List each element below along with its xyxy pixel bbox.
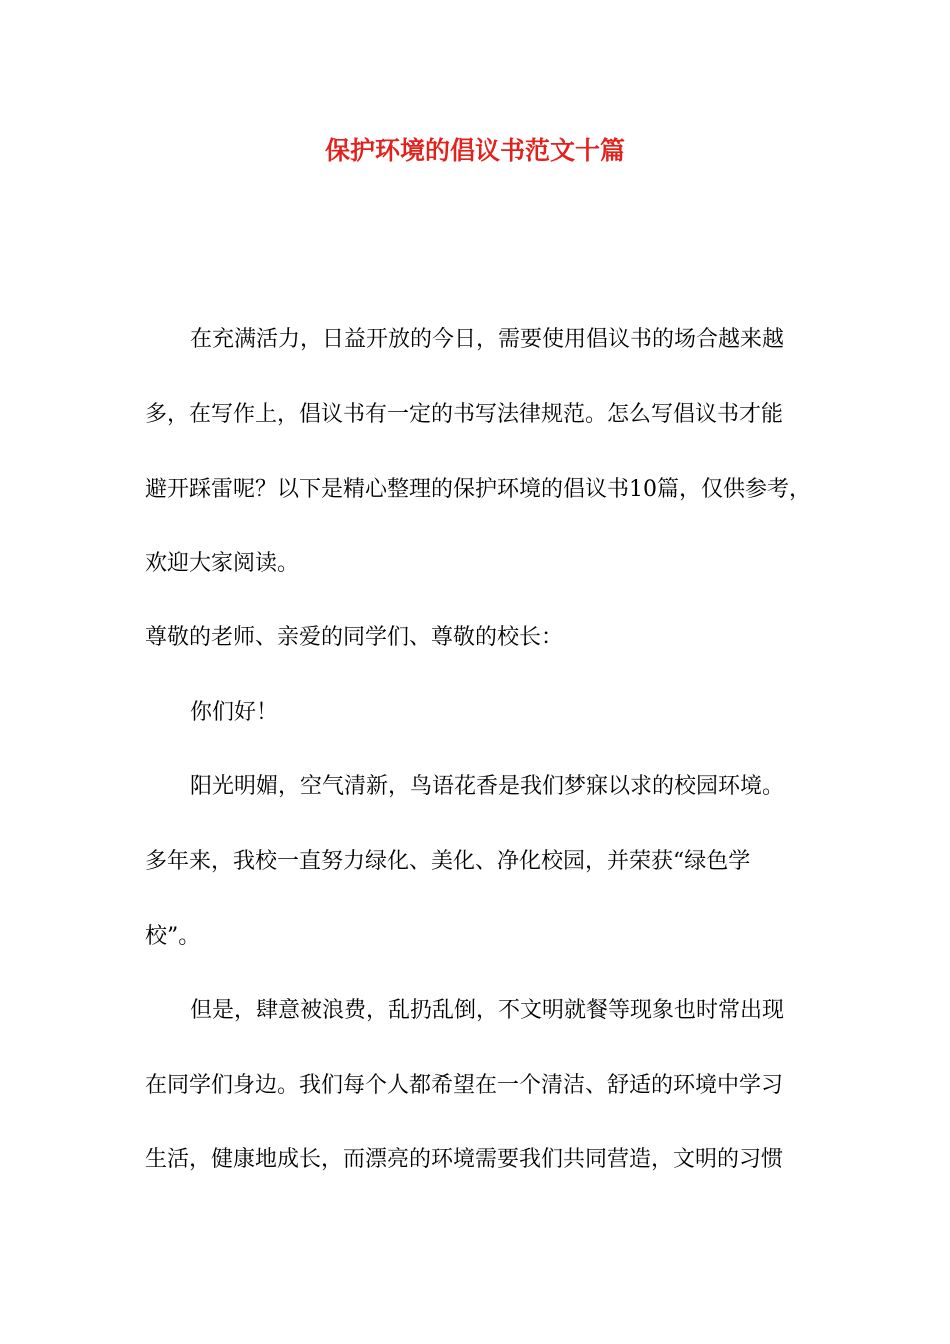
paragraph-line: 欢迎大家阅读。 (145, 551, 300, 576)
paragraph-line: 多，在写作上，倡议书有一定的书写法律规范。怎么写倡议书才能 (145, 402, 784, 427)
paragraph-line: 在同学们身边。我们每个人都希望在一个清洁、舒适的环境中学习 (145, 1073, 784, 1098)
paragraph-line: 多年来，我校一直努力绿化、美化、净化校园，并荣获“绿色学 (145, 849, 751, 874)
paragraph-line: 避开踩雷呢？以下是精心整理的保护环境的倡议书10篇，仅供参考， (145, 477, 811, 502)
paragraph-line: 在充满活力，日益开放的今日，需要使用倡议书的场合越来越 (190, 327, 785, 352)
greeting-line: 你们好！ (190, 700, 279, 725)
paragraph-line: 阳光明媚，空气清新，鸟语花香是我们梦寐以求的校园环境。 (190, 774, 785, 799)
paragraph-line: 但是，肆意被浪费，乱扔乱倒，不文明就餐等现象也时常出现 (190, 998, 785, 1023)
salutation-line: 尊敬的老师、亲爱的同学们、尊敬的校长： (145, 625, 564, 650)
document-title: 保护环境的倡议书范文十篇 (324, 136, 625, 165)
paragraph-line: 校”。 (145, 924, 201, 949)
paragraph-line: 生活，健康地成长，而漂亮的环境需要我们共同营造，文明的习惯 (145, 1147, 784, 1172)
